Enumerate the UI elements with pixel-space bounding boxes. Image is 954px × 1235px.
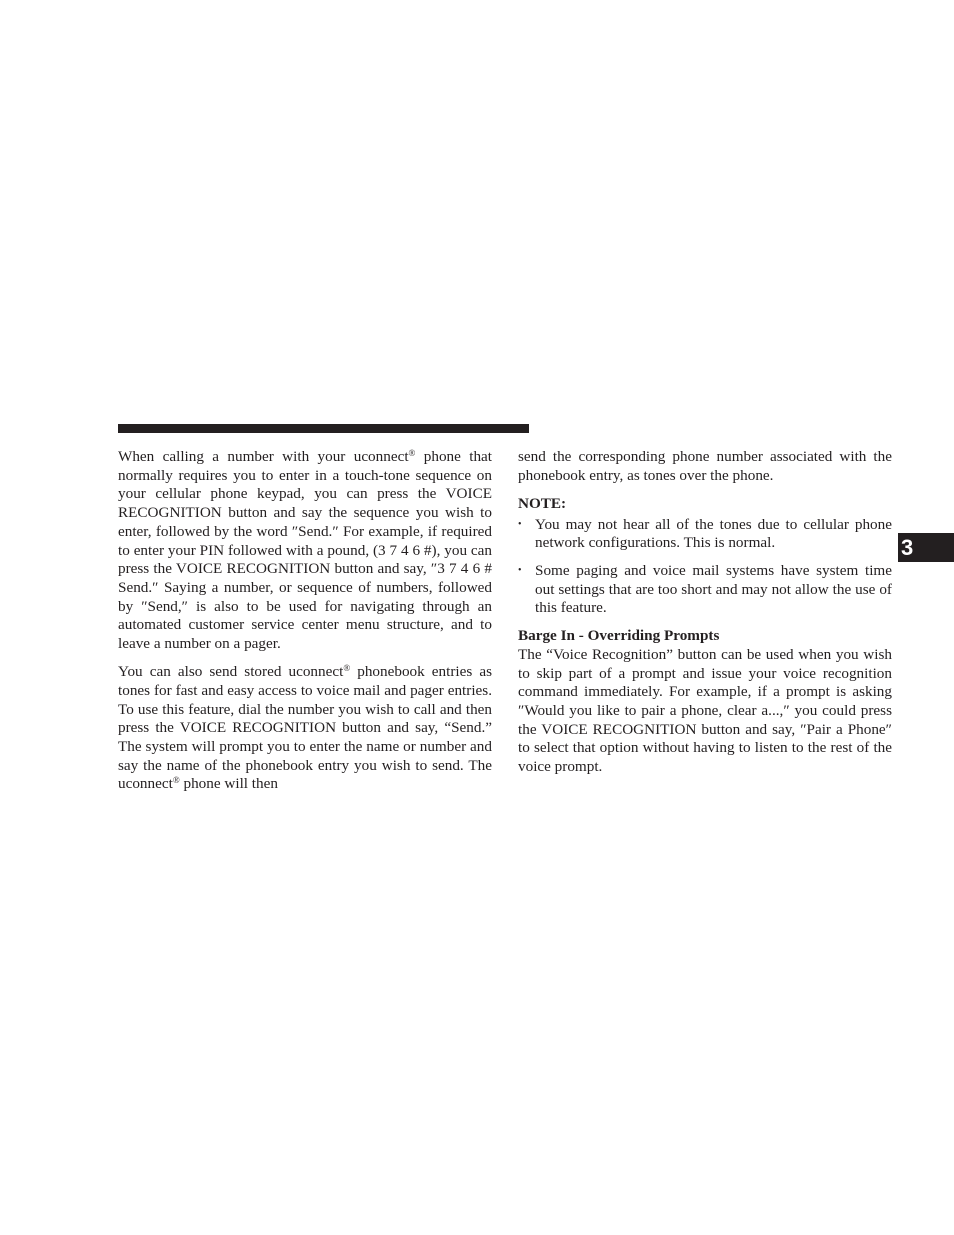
right-column <box>518 448 892 777</box>
note-list <box>518 516 892 619</box>
paragraph-barge-in: The “Voice Recognition” button can be used when you wish to skip part of a prompt and issue your voice recognition command immediately. For example, if a prompt is asking ″Would you like to pair a phone, clear a...,″ you could press the VOICE RECOGNITION button and say, ″Pair a Phone″ to select that option without having to listen to the rest of the voice prompt. <box>518 645 892 776</box>
list-item: • Some paging and voice mail systems have system time out settings that are too short and may not allow the use of this feature. <box>518 562 892 617</box>
paragraph-touch-tone: When calling a number with your uconnect® phone that normally requires you to enter in a touch-tone sequence on your cellular phone keypad, you can press the VOICE RECOGNITION button and say the sequence you wish to enter, followed by the word ″Send.″ For example, if required to enter your PIN followed with a pound, (3 7 4 6 #), you can press the VOICE RECOGNITION button and say, ″3 7 4 6 # Send.″ Saying a number, or sequence of numbers, followed by ″Send,″ is also to be used for navigating through an automated customer service center menu structure, and to leave a number on a pager. <box>118 448 492 653</box>
registered-mark: ® <box>408 448 416 458</box>
list-item: • You may not hear all of the tones due to cellular phone network configurations. This is normal. <box>518 515 892 552</box>
left-column <box>118 448 492 794</box>
registered-mark: ® <box>172 775 180 786</box>
registered-mark: ® <box>343 663 351 674</box>
paragraph-phonebook-tones: You can also send stored uconnect® phonebook entries as tones for fast and easy access to voice mail and pager entries. To use this feature, dial the number you wish to call and then press the VOICE RECOGNITION button and say, “Send.” The system will prompt you to enter the name or number and say the name of the phonebook entry you wish to send. The uconnect® phone will then <box>118 663 492 793</box>
bullet-icon: • <box>518 518 522 530</box>
note-label: NOTE: <box>518 494 567 512</box>
paragraph-continuation: send the corresponding phone number associated with the phonebook entry, as tones over the phone. <box>518 448 892 484</box>
section-rule <box>118 424 529 433</box>
section-subheading: Barge In - Overriding Prompts <box>518 627 720 645</box>
bullet-icon: • <box>518 565 522 577</box>
chapter-tab: 3 <box>898 533 954 562</box>
